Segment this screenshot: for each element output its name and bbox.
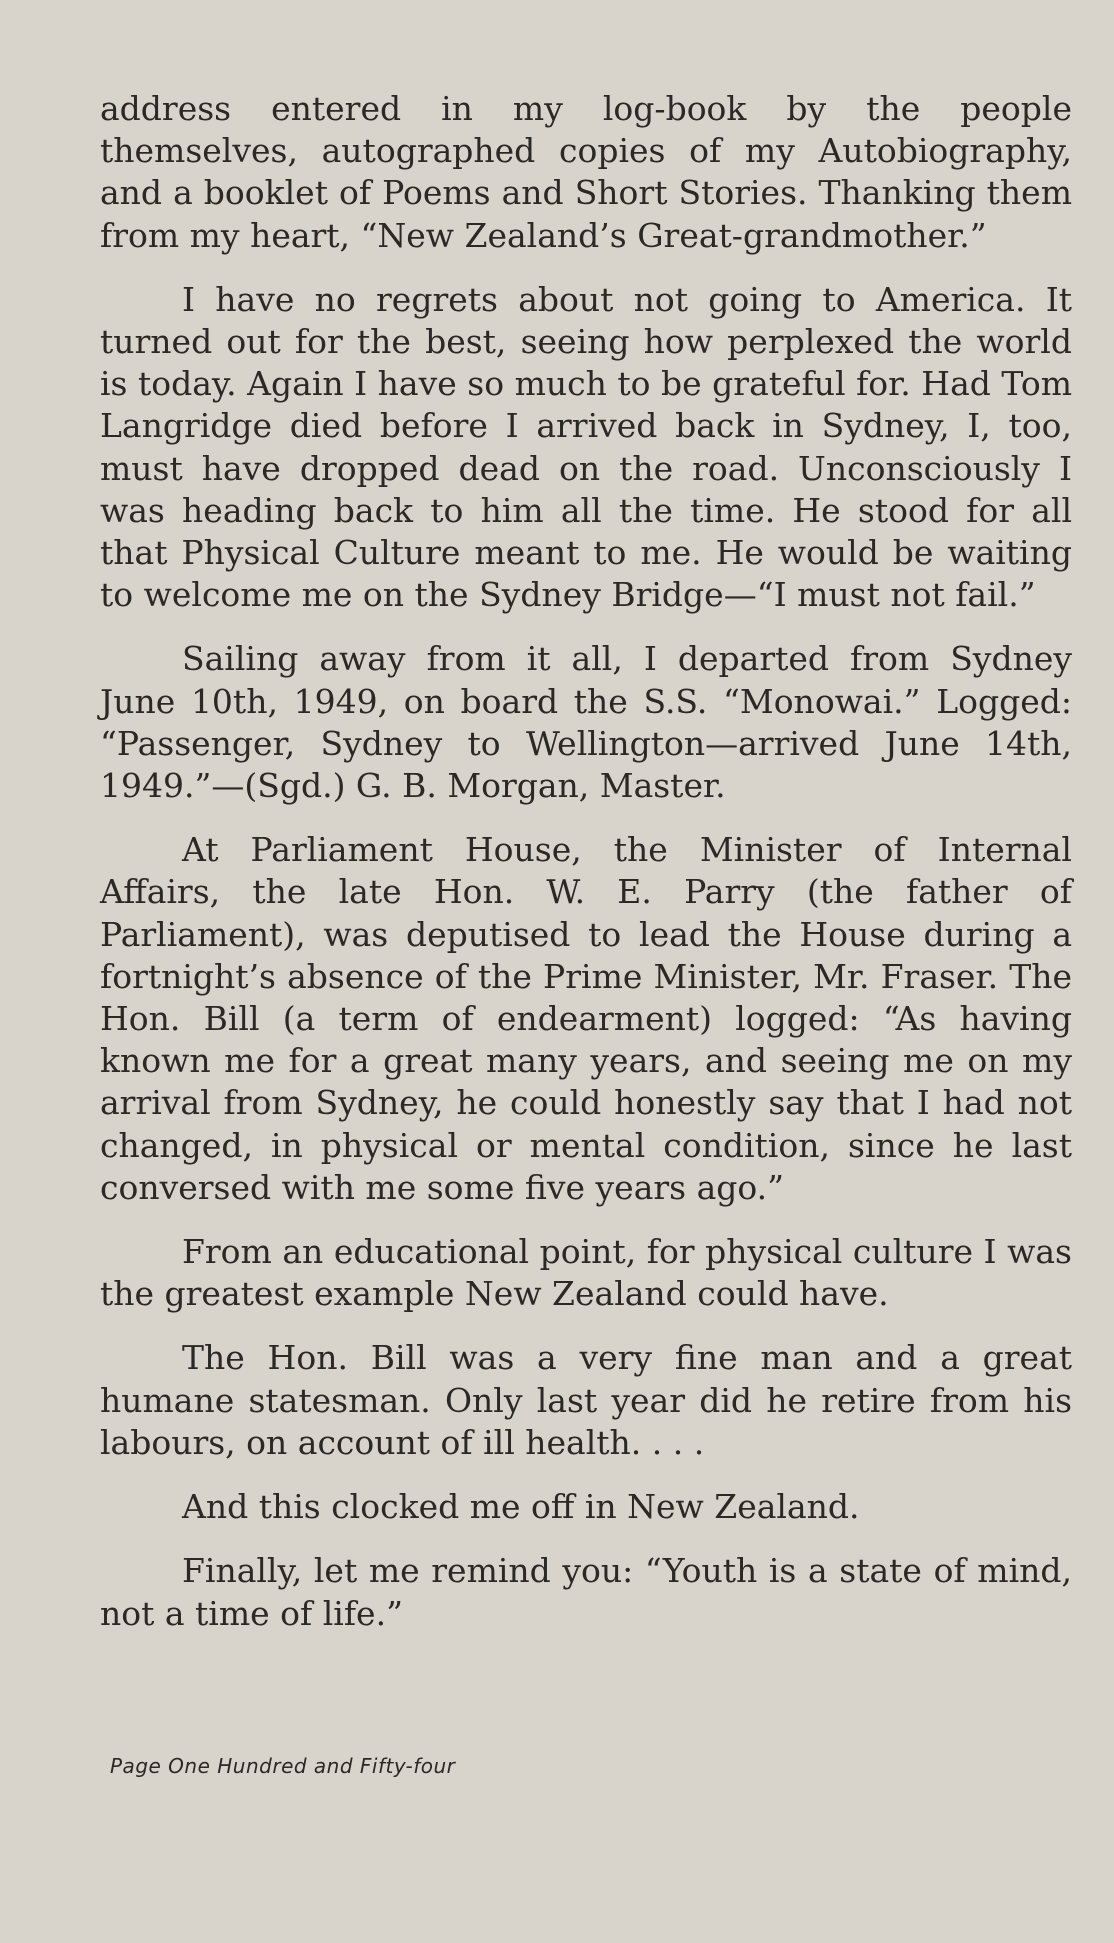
paragraph-6: The Hon. Bill was a very fine man and a great humane statesman. Only last year did he retire from his labours, on account of ill health. . . . — [100, 1338, 1072, 1462]
paragraph-7: And this clocked me off in New Zealand. — [182, 1487, 860, 1527]
paragraph-5: From an educational point, for physical culture I was the greatest example New Zealand could have. — [100, 1232, 1072, 1314]
body-text — [100, 88, 1072, 1657]
paragraph-4: At Parliament House, the Minister of Internal Affairs, the late Hon. W. E. Parry (the father of Parliament), was deputised to lead the House during a fortnight’s absence of the Prime Minister, Mr. Fraser. The Hon. Bill (a term of endearment) logged: “As having known me for a great many years, and seeing me on my arrival from Sydney, he could honestly say that I had not changed, in physical or mental condition, since he last conversed with me some five years ago.” — [100, 830, 1072, 1207]
paragraph-1: address entered in my log-book by the people themselves, autographed copies of my Autobiography, and a booklet of Poems and Short Stories. Thanking them from my heart, “New Zealand’s Great-grandmother.” — [100, 89, 1072, 255]
page-footer: Page One Hundred and Fifty-four — [110, 1754, 456, 1778]
paragraph-8: Finally, let me remind you: “Youth is a state of mind, not a time of life.” — [100, 1551, 1072, 1633]
paragraph-2: I have no regrets about not going to America. It turned out for the best, seeing how perplexed the world is today. Again I have so much to be grateful for. Had Tom Langridge died before I arrived back in Sydney, I, too, must have dropped dead on the road. Unconsciously I was heading back to him all the time. He stood for all that Physical Culture meant to me. He would be waiting to welcome me on the Sydney Bridge—“I must not fail.” — [100, 279, 1072, 615]
paragraph-3: Sailing away from it all, I departed from Sydney June 10th, 1949, on board the S.S. “Monowai.” Logged: “Passenger, Sydney to Wellington—arrived June 14th, 1949.”—(Sgd.) G. B. Morgan, Master. — [100, 639, 1072, 806]
